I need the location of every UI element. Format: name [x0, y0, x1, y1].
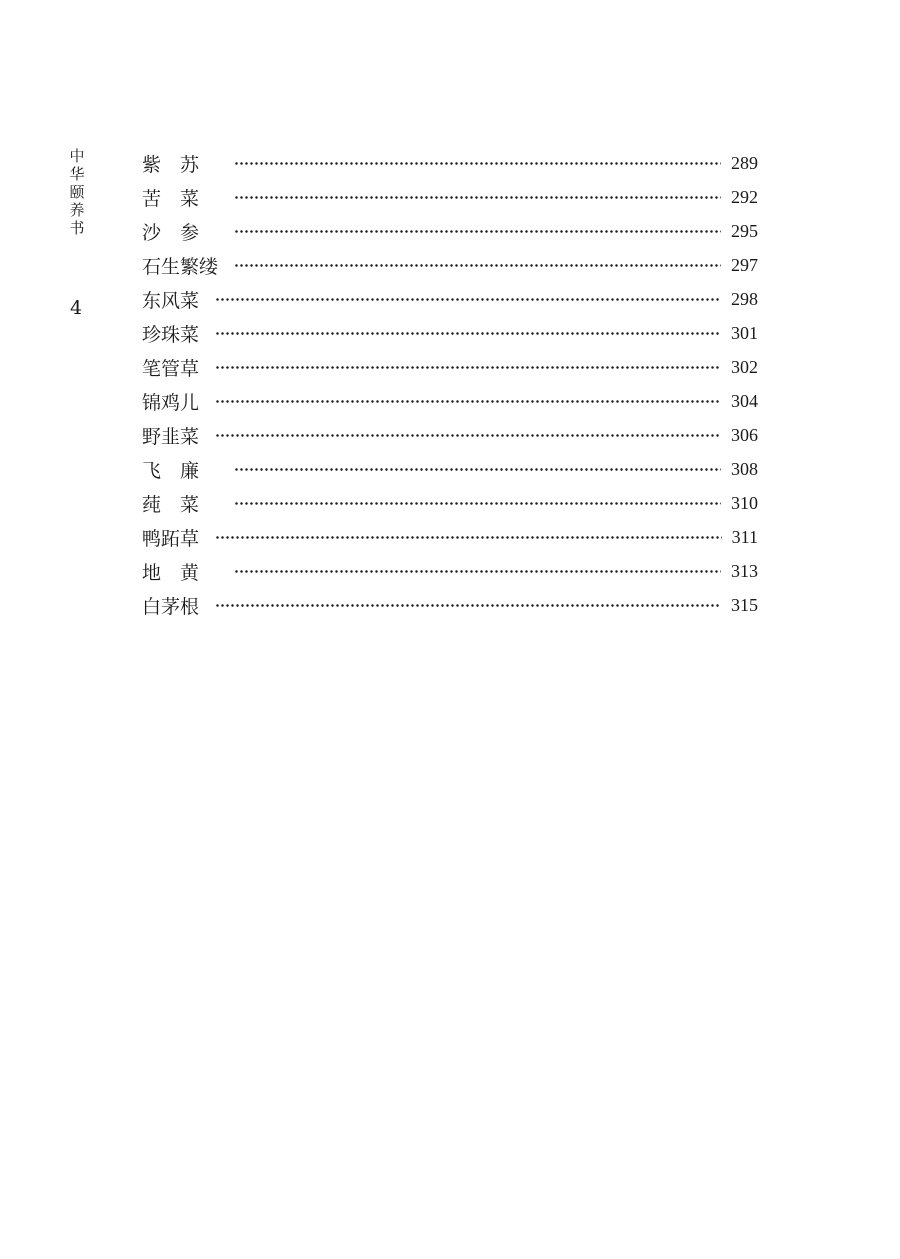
toc-entry-title: 笔管草: [142, 357, 200, 380]
toc-entry-page: 308: [731, 458, 758, 479]
toc-entry-page: 292: [731, 186, 758, 207]
toc-dot-leader: [215, 366, 721, 369]
toc-entry[interactable]: [142, 588, 758, 622]
table-of-contents: [142, 146, 758, 622]
toc-entry[interactable]: [142, 316, 758, 350]
toc-entry[interactable]: [142, 214, 758, 248]
toc-entry-page: 304: [731, 390, 758, 411]
toc-entry-title: 地黄: [142, 561, 219, 584]
toc-entry-title: 珍珠菜: [142, 323, 200, 346]
toc-entry-page: 301: [731, 322, 758, 343]
toc-entry[interactable]: [142, 554, 758, 588]
toc-dot-leader: [215, 536, 722, 539]
toc-entry-page: 298: [731, 288, 758, 309]
toc-entry-title: 锦鸡儿: [142, 391, 200, 414]
toc-dot-leader: [234, 230, 721, 233]
toc-entry-page: 295: [731, 220, 758, 241]
toc-entry[interactable]: [142, 384, 758, 418]
book-title-char: 养: [69, 201, 85, 219]
book-title-char: 华: [69, 165, 85, 183]
toc-dot-leader: [215, 604, 721, 607]
toc-dot-leader: [234, 264, 721, 267]
toc-entry[interactable]: [142, 350, 758, 384]
toc-dot-leader: [234, 570, 721, 573]
toc-dot-leader: [234, 196, 721, 199]
toc-dot-leader: [234, 162, 721, 165]
toc-entry-title: 苦菜: [142, 187, 219, 210]
toc-entry-title: 沙参: [142, 221, 219, 244]
toc-entry-page: 302: [731, 356, 758, 377]
toc-entry-page: 311: [731, 526, 758, 547]
toc-entry[interactable]: [142, 452, 758, 486]
toc-entry[interactable]: [142, 248, 758, 282]
toc-entry[interactable]: [142, 418, 758, 452]
toc-entry[interactable]: [142, 146, 758, 180]
toc-dot-leader: [215, 298, 721, 301]
toc-entry-page: 310: [731, 492, 758, 513]
toc-dot-leader: [215, 332, 721, 335]
toc-dot-leader: [215, 434, 721, 437]
toc-entry-title: 鸭跖草: [142, 527, 200, 550]
toc-entry[interactable]: [142, 520, 758, 554]
toc-entry-title: 莼菜: [142, 493, 219, 516]
toc-entry-title: 紫苏: [142, 153, 219, 176]
toc-dot-leader: [234, 502, 721, 505]
toc-entry-page: 289: [731, 152, 758, 173]
book-title-char: 书: [69, 219, 85, 237]
running-book-title: [68, 147, 86, 237]
toc-entry-title: 石生繁缕: [142, 255, 219, 278]
toc-entry-page: 315: [731, 594, 758, 615]
toc-entry-title: 白茅根: [142, 595, 200, 618]
page-number: 4: [70, 297, 83, 319]
toc-dot-leader: [215, 400, 721, 403]
toc-entry[interactable]: [142, 486, 758, 520]
toc-entry[interactable]: [142, 282, 758, 316]
book-title-char: 颐: [69, 183, 85, 201]
toc-dot-leader: [234, 468, 721, 471]
toc-entry-title: 飞廉: [142, 459, 219, 482]
toc-entry-page: 306: [731, 424, 758, 445]
toc-entry-page: 297: [731, 254, 758, 275]
toc-entry[interactable]: [142, 180, 758, 214]
book-title-char: 中: [69, 147, 85, 165]
toc-entry-title: 野韭菜: [142, 425, 200, 448]
toc-entry-title: 东风菜: [142, 289, 200, 312]
toc-entry-page: 313: [731, 560, 758, 581]
